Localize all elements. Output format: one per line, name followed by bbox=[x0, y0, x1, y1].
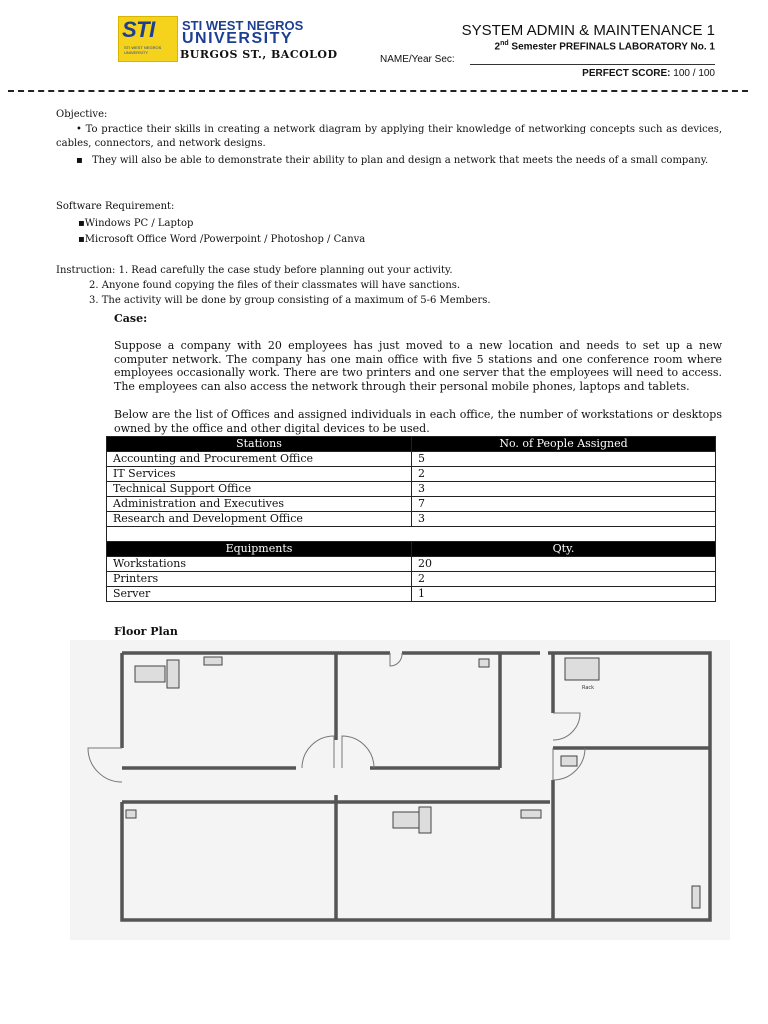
panel-icon bbox=[561, 756, 577, 766]
station-name: Administration and Executives bbox=[107, 497, 412, 512]
name-label: NAME/Year Sec: bbox=[380, 54, 455, 65]
software-item2-text: Microsoft Office Word /Powerpoint / Photoshop / Canva bbox=[84, 234, 366, 245]
logo-text: STI bbox=[122, 17, 155, 42]
qty-col-header: Qty. bbox=[412, 542, 716, 557]
outlet-icon bbox=[479, 659, 489, 667]
desk-computer-icon bbox=[135, 666, 165, 682]
software-label: Software Requirement: bbox=[56, 201, 175, 212]
people-count: 3 bbox=[412, 482, 716, 497]
case-title: Case: bbox=[114, 312, 148, 325]
semester-suffix: nd bbox=[500, 40, 509, 47]
objective-label: Objective: bbox=[56, 109, 108, 120]
logo-small-text: STI WEST NEGROS UNIVERSITY bbox=[124, 45, 162, 55]
semester-line bbox=[495, 40, 715, 52]
case-paragraph2: Below are the list of Offices and assigned individuals in each office, the number of workstations or desktops owned by the office and other digital devices to be used. bbox=[114, 408, 722, 435]
school-address: BURGOS ST., BACOLOD bbox=[180, 48, 338, 61]
station-name: Accounting and Procurement Office bbox=[107, 452, 412, 467]
spacer-cell bbox=[107, 527, 716, 542]
station-name: Research and Development Office bbox=[107, 512, 412, 527]
station-name: IT Services bbox=[107, 467, 412, 482]
software-item2: ▪Microsoft Office Word /Powerpoint / Photoshop / Canva bbox=[78, 234, 366, 245]
table-row bbox=[107, 587, 716, 602]
outlet-icon bbox=[126, 810, 136, 818]
equipment-qty: 1 bbox=[412, 587, 716, 602]
people-count: 2 bbox=[412, 467, 716, 482]
instruction-line1: Instruction: 1. Read carefully the case study before planning out your activity. bbox=[56, 265, 453, 276]
equipment-qty: 20 bbox=[412, 557, 716, 572]
table-row bbox=[107, 452, 716, 467]
table-row bbox=[107, 557, 716, 572]
table-spacer-row bbox=[107, 527, 716, 542]
people-count: 5 bbox=[412, 452, 716, 467]
case-paragraph1: Suppose a company with 20 employees has just moved to a new location and needs to set up a new computer network. The company has one main office with five 5 stations and one conference room where employees occasionally work. There are two printers and one server that the employees will need to access. The employees can also access the network through their personal mobile phones, laptops and tablets. bbox=[114, 339, 722, 393]
dashed-divider bbox=[8, 90, 748, 92]
objective-bullet: ▪ bbox=[76, 155, 83, 166]
station-name: Technical Support Office bbox=[107, 482, 412, 497]
stations-header-row bbox=[107, 437, 716, 452]
people-col-header: No. of People Assigned bbox=[412, 437, 716, 452]
semester-number: 2 bbox=[494, 41, 501, 53]
equipment-name: Workstations bbox=[107, 557, 412, 572]
table-row bbox=[107, 572, 716, 587]
objective-point1: • To practice their skills in creating a network diagram by applying their knowledge of networking concepts such as devices, cables, connectors, and network designs. bbox=[56, 124, 722, 149]
score-label: PERFECT SCORE: bbox=[582, 68, 671, 79]
floor-plan-diagram bbox=[70, 640, 730, 940]
equipment-qty: 2 bbox=[412, 572, 716, 587]
score-value: 100 / 100 bbox=[670, 68, 715, 79]
rack-label: Rack bbox=[582, 685, 595, 691]
table-row bbox=[107, 467, 716, 482]
instruction-line3: 3. The activity will be done by group consisting of a maximum of 5-6 Members. bbox=[89, 295, 491, 306]
printer-icon bbox=[521, 810, 541, 818]
instruction-line2: 2. Anyone found copying the files of their classmates will have sanctions. bbox=[89, 280, 461, 291]
equipment-col-header: Equipments bbox=[107, 542, 412, 557]
school-name-line2: UNIVERSITY bbox=[182, 30, 294, 47]
equipment-header-row bbox=[107, 542, 716, 557]
server-rack-icon bbox=[565, 658, 599, 680]
objective-point2: They will also be able to demonstrate their ability to plan and design a network that meets the needs of a small company. bbox=[92, 155, 709, 166]
cabinet-icon bbox=[167, 660, 179, 688]
printer-icon bbox=[204, 657, 222, 665]
equipment-name: Printers bbox=[107, 572, 412, 587]
people-count: 3 bbox=[412, 512, 716, 527]
cabinet-icon bbox=[419, 807, 431, 833]
stations-table bbox=[106, 436, 716, 602]
perfect-score bbox=[582, 68, 715, 79]
equipment-name: Server bbox=[107, 587, 412, 602]
people-count: 7 bbox=[412, 497, 716, 512]
name-field-line bbox=[470, 64, 715, 65]
table-row bbox=[107, 482, 716, 497]
table-row bbox=[107, 512, 716, 527]
outlet-icon bbox=[692, 886, 700, 908]
stations-col-header: Stations bbox=[107, 437, 412, 452]
course-title: SYSTEM ADMIN & MAINTENANCE 1 bbox=[461, 22, 715, 39]
floor-plan-title: Floor Plan bbox=[114, 625, 178, 638]
software-item1: ▪Windows PC / Laptop bbox=[78, 218, 194, 229]
semester-text: Semester PREFINALS LABORATORY No. 1 bbox=[508, 41, 715, 53]
table-row bbox=[107, 497, 716, 512]
school-name-line1: STI WEST NEGROS bbox=[182, 18, 304, 33]
software-item1-text: Windows PC / Laptop bbox=[84, 218, 194, 229]
